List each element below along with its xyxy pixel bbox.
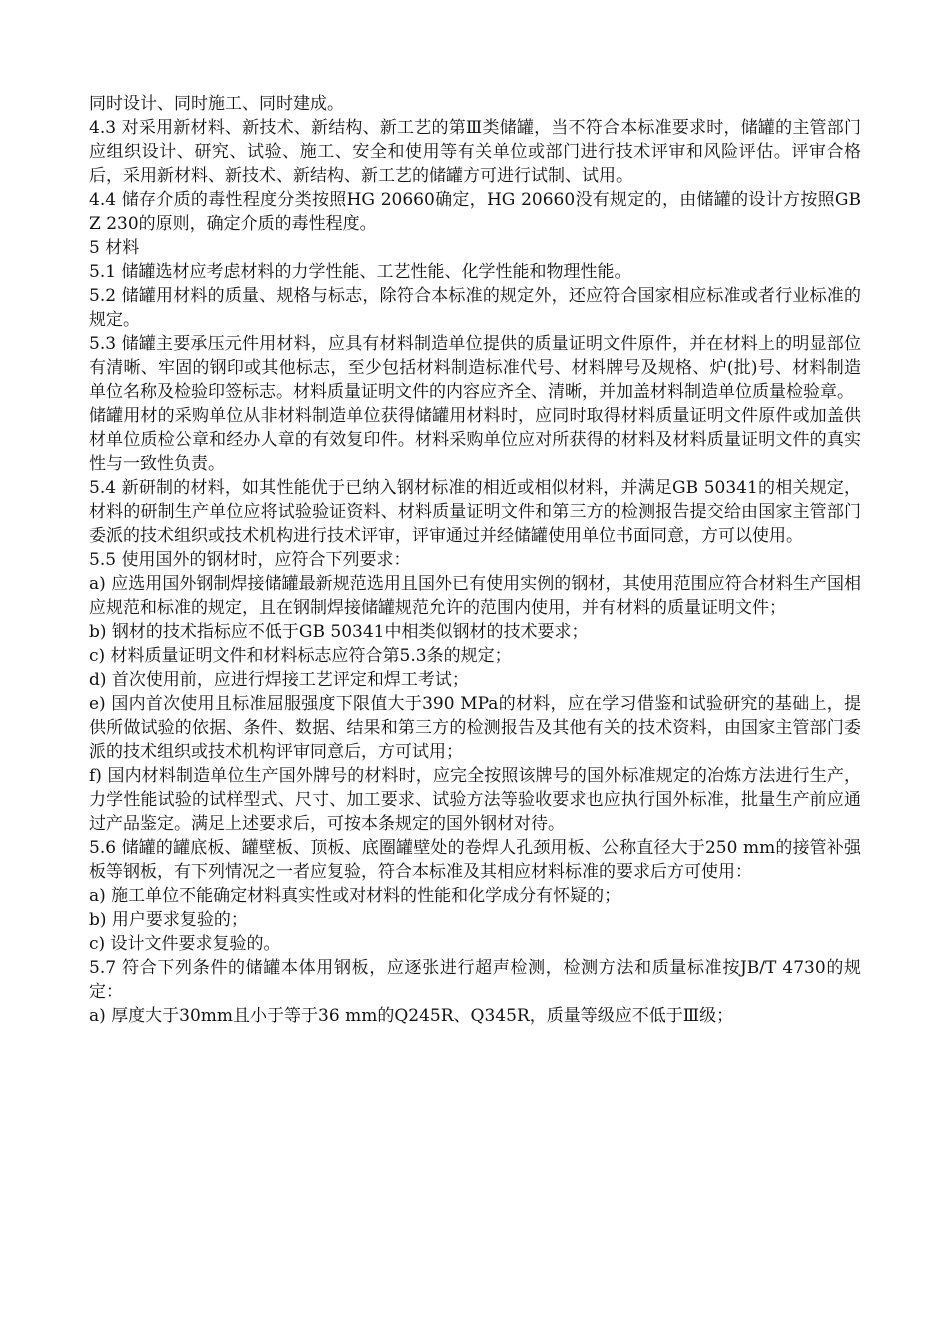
clause-5-7-a: a) 厚度大于30mm且小于等于36 mm的Q245R、Q345R，质量等级应不低于Ⅲ级； (89, 1006, 734, 1026)
section-5-heading: 5 材料 (89, 238, 140, 258)
clause-5-3: 5.3 储罐主要承压元件用材料，应具有材料制造单位提供的质量证明文件原件，并在材料上的明显部位有清晰、牢固的钢印或其他标志，至少包括材料制造标准代号、材料牌号及规格、炉(批)号、材料制造单位名称及检验印签标志。材料质量证明文件的内容应齐全、清晰，并加盖材料制造单位质量检验章。 (89, 334, 861, 402)
clause-5-7: 5.7 符合下列条件的储罐本体用钢板，应逐张进行超声检测，检测方法和质量标准按JB/T 4730的规定： (89, 958, 861, 1002)
paragraph-continuation: 同时设计、同时施工、同时建成。 (89, 94, 344, 114)
clause-5-6-a: a) 施工单位不能确定材料真实性或对材料的性能和化学成分有怀疑的； (89, 886, 622, 906)
clause-4-4: 4.4 储存介质的毒性程度分类按照HG 20660确定，HG 20660没有规定的，由储罐的设计方按照GBZ 230的原则，确定介质的毒性程度。 (89, 190, 861, 234)
clause-5-5-c: c) 材料质量证明文件和材料标志应符合第5.3条的规定； (89, 646, 512, 666)
clause-5-5: 5.5 使用国外的钢材时，应符合下列要求： (89, 550, 411, 570)
clause-5-6: 5.6 储罐的罐底板、罐壁板、顶板、底圈罐壁处的卷焊人孔颈用板、公称直径大于250 mm的接管补强板等钢板，有下列情况之一者应复验，符合本标准及其相应材料标准的要求后方可使用： (89, 838, 861, 882)
clause-5-1: 5.1 储罐选材应考虑材料的力学性能、工艺性能、化学性能和物理性能。 (89, 262, 632, 282)
clause-5-4: 5.4 新研制的材料，如其性能优于已纳入钢材标准的相近或相似材料，并满足GB 50341的相关规定，材料的研制生产单位应将试验验证资料、材料质量证明文件和第三方的检测报告提交给由国家主管部门委派的技术组织或技术机构进行技术评审，评审通过并经储罐使用单位书面同意，方可以使用。 (89, 478, 861, 546)
clause-4-3: 4.3 对采用新材料、新技术、新结构、新工艺的第Ⅲ类储罐，当不符合本标准要求时，储罐的主管部门应组织设计、研究、试验、施工、安全和使用等有关单位或部门进行技术评审和风险评估。评审合格后，采用新材料、新技术、新结构、新工艺的储罐方可进行试制、试用。 (89, 118, 861, 186)
clause-5-3-purchasing: 储罐用材的采购单位从非材料制造单位获得储罐用材料时，应同时取得材料质量证明文件原件或加盖供材单位质检公章和经办人章的有效复印件。材料采购单位应对所获得的材料及材料质量证明文件的真实性与一致性负责。 (89, 406, 861, 474)
clause-5-5-e: e) 国内首次使用且标准屈服强度下限值大于390 MPa的材料，应在学习借鉴和试验研究的基础上，提供所做试验的依据、条件、数据、结果和第三方的检测报告及其他有关的技术资料，由国家主管部门委派的技术组织或技术机构评审同意后，方可试用； (89, 694, 861, 762)
clause-5-5-a: a) 应选用国外钢制焊接储罐最新规范选用且国外已有使用实例的钢材，其使用范围应符合材料生产国相应规范和标准的规定，且在钢制焊接储罐规范允许的范围内使用，并有材料的质量证明文件； (89, 574, 861, 618)
clause-5-5-b: b) 钢材的技术指标应不低于GB 50341中相类似钢材的技术要求； (89, 622, 589, 642)
clause-5-5-d: d) 首次使用前，应进行焊接工艺评定和焊工考试； (89, 670, 469, 690)
document-page (89, 92, 861, 1028)
clause-5-5-f: f) 国内材料制造单位生产国外牌号的材料时，应完全按照该牌号的国外标准规定的冶炼方法进行生产，力学性能试验的试样型式、尺寸、加工要求、试验方法等验收要求也应执行国外标准，批量生产前应通过产品鉴定。满足上述要求后，可按本条规定的国外钢材对待。 (89, 766, 861, 834)
clause-5-2: 5.2 储罐用材料的质量、规格与标志，除符合本标准的规定外，还应符合国家相应标准或者行业标准的规定。 (89, 286, 861, 330)
clause-5-6-b: b) 用户要求复验的； (89, 910, 248, 930)
clause-5-6-c: c) 设计文件要求复验的。 (89, 934, 281, 954)
